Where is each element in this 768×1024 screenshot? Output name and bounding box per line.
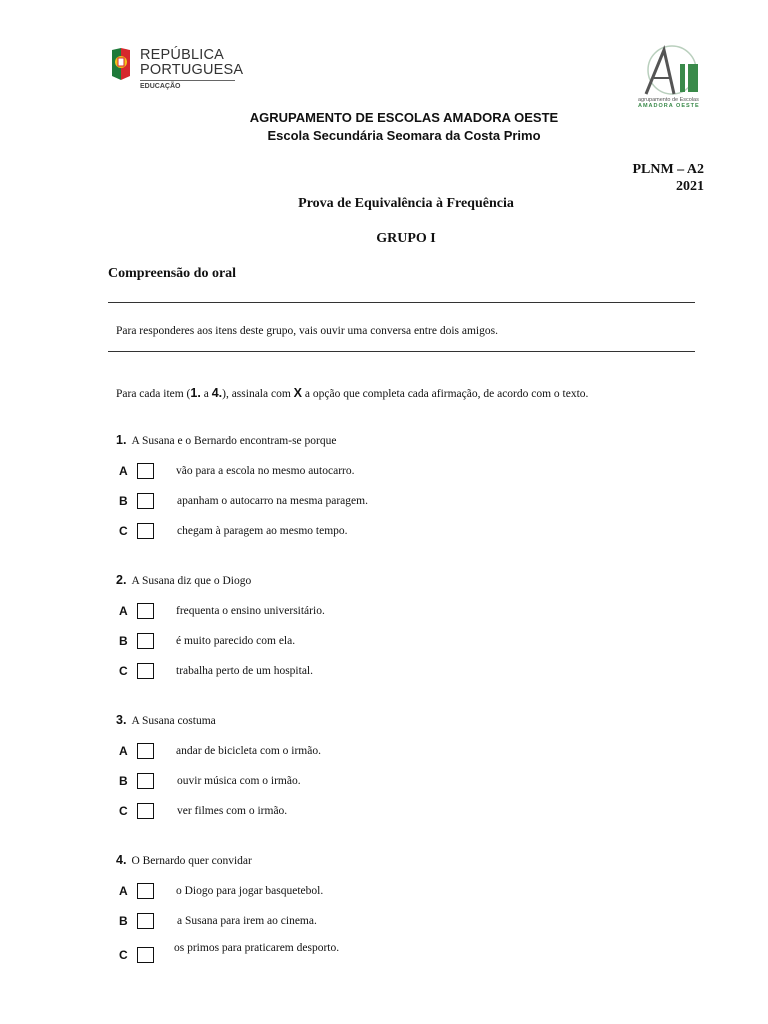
option-letter: B [119, 494, 128, 508]
option-text: vão para a escola no mesmo autocarro. [176, 465, 355, 477]
question-text: O Bernardo quer convidar [131, 855, 252, 867]
gov-name-line1: REPÚBLICA [140, 47, 224, 63]
gov-divider [140, 80, 235, 81]
republica-portuguesa-logo [108, 46, 244, 94]
option-text: ouvir música com o irmão. [177, 775, 301, 787]
answer-checkbox[interactable] [137, 743, 154, 759]
gov-name-line2: PORTUGUESA [140, 62, 244, 78]
option-letter: A [119, 604, 128, 618]
group-title: GRUPO I [376, 231, 436, 246]
option-text: andar de bicicleta com o irmão. [176, 745, 321, 757]
option-text: chegam à paragem ao mesmo tempo. [177, 525, 348, 537]
question-text: A Susana diz que o Diogo [131, 575, 252, 587]
exam-code: PLNM – A2 [632, 162, 704, 177]
school-logo-mark-icon [636, 42, 708, 98]
exam-title: Prova de Equivalência à Frequência [298, 196, 514, 211]
option-text: a Susana para irem ao cinema. [177, 915, 317, 927]
answer-checkbox[interactable] [137, 603, 154, 619]
answer-checkbox[interactable] [137, 883, 154, 899]
option-letter: C [119, 664, 128, 678]
option-letter: C [119, 948, 128, 962]
question-number: 4. [116, 853, 127, 867]
answer-checkbox[interactable] [137, 803, 154, 819]
question-1 [116, 433, 336, 447]
intro-text: Para responderes aos itens deste grupo, vais ouvir uma conversa entre dois amigos. [116, 325, 498, 337]
option-text: o Diogo para jogar basquetebol. [176, 885, 324, 897]
answer-checkbox[interactable] [137, 633, 154, 649]
option-text: trabalha perto de um hospital. [176, 665, 314, 677]
question-2 [116, 573, 251, 587]
option-text: frequenta o ensino universitário. [176, 605, 325, 617]
option-letter: A [119, 744, 128, 758]
answer-checkbox[interactable] [137, 913, 154, 929]
option-text: é muito parecido com ela. [176, 635, 296, 647]
question-text: A Susana costuma [131, 715, 216, 727]
question-3 [116, 713, 216, 727]
question-number: 3. [116, 713, 127, 727]
section-title: Compreensão do oral [108, 266, 237, 281]
school-caption-name: AMADORA OESTE [638, 103, 700, 109]
divider-bottom [108, 351, 695, 352]
portuguese-emblem-icon [108, 46, 134, 82]
question-number: 1. [116, 433, 127, 447]
answer-checkbox[interactable] [137, 663, 154, 679]
gov-ministry: EDUCAÇÃO [140, 83, 181, 90]
option-letter: B [119, 914, 128, 928]
option-text: apanham o autocarro na mesma paragem. [177, 495, 368, 507]
question-text: A Susana e o Bernardo encontram-se porque [131, 435, 337, 447]
option-letter: C [119, 524, 128, 538]
option-letter: A [119, 464, 128, 478]
answer-checkbox[interactable] [137, 523, 154, 539]
answer-checkbox[interactable] [137, 947, 154, 963]
question-number: 2. [116, 573, 127, 587]
option-text: os primos para praticarem desporto. [174, 942, 340, 954]
school-caption: agrupamento de Escolas [638, 97, 699, 103]
option-letter: C [119, 804, 128, 818]
exam-year: 2021 [676, 179, 704, 194]
school-name: AGRUPAMENTO DE ESCOLAS AMADORA OESTE [249, 110, 559, 125]
option-text: ver filmes com o irmão. [177, 805, 288, 817]
school-subtitle: Escola Secundária Seomara da Costa Primo [267, 128, 541, 143]
option-letter: B [119, 774, 128, 788]
answer-checkbox[interactable] [137, 463, 154, 479]
question-4 [116, 853, 252, 867]
answer-checkbox[interactable] [137, 493, 154, 509]
school-logo [636, 42, 708, 114]
divider-top [108, 302, 695, 303]
answer-checkbox[interactable] [137, 773, 154, 789]
option-letter: A [119, 884, 128, 898]
instruction-text: Para cada item (1. a 4.), assinala com X a opção que completa cada afirmação, de acordo com o texto. [116, 386, 589, 400]
option-letter: B [119, 634, 128, 648]
